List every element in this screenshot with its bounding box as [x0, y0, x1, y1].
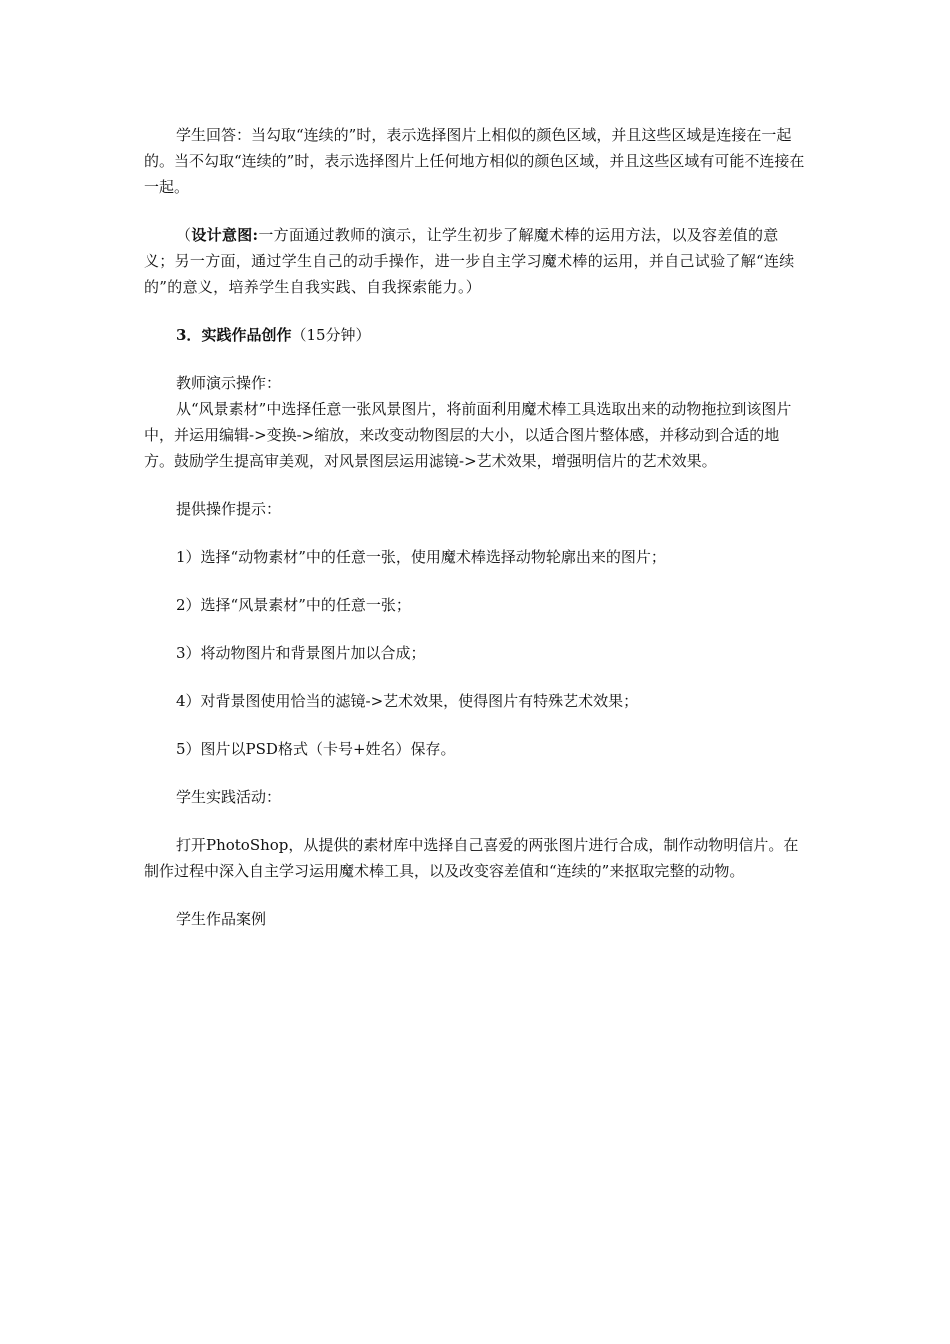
section-title: 实践作品创作 — [201, 326, 292, 344]
student-works-label: 学生作品案例 — [176, 910, 267, 928]
tip-step-3: 3）将动物图片和背景图片加以合成； — [176, 644, 426, 662]
design-intent-paragraph — [144, 222, 808, 300]
teacher-demo-label: 教师演示操作： — [176, 374, 282, 392]
section-number: 3． — [176, 326, 202, 344]
page-content — [144, 122, 808, 932]
tip-step-4: 4）对背景图使用恰当的滤镜->艺术效果，使得图片有特殊艺术效果； — [176, 692, 639, 710]
tip-step-2: 2）选择“风景素材”中的任意一张； — [176, 596, 411, 614]
student-activity-label: 学生实践活动： — [176, 788, 282, 806]
student-activity-paragraph: 打开PhotoShop，从提供的素材库中选择自己喜爱的两张图片进行合成，制作动物明信片。在制作过程中深入自主学习运用魔术棒工具，以及改变容差值和“连续的”来抠取完整的动物。 — [144, 836, 799, 880]
section-time: （15分钟） — [291, 326, 371, 344]
tip-step-1: 1）选择“动物素材”中的任意一张，使用魔术棒选择动物轮廓出来的图片； — [176, 548, 666, 566]
design-intent-text: 一方面通过教师的演示，让学生初步了解魔术棒的运用方法，以及容差值的意义；另一方面，通过学生自己的动手操作，进一步自主学习魔术棒的运用，并自己试验了解“连续的”的意义，培养学生自我实践、自我探索能力。） — [144, 226, 795, 296]
design-intent-open-paren: （ — [176, 226, 192, 244]
design-intent-label: 设计意图: — [191, 226, 259, 244]
tip-step-5: 5）图片以PSD格式（卡号+姓名）保存。 — [176, 740, 456, 758]
tips-label: 提供操作提示： — [176, 500, 282, 518]
teacher-demo-paragraph: 从“风景素材”中选择任意一张风景图片，将前面利用魔术棒工具选取出来的动物拖拉到该图片中，并运用编辑->变换->缩放，来改变动物图层的大小，以适合图片整体感，并移动到合适的地方。鼓励学生提高审美观，对风景图层运用滤镜->艺术效果，增强明信片的艺术效果。 — [144, 400, 792, 470]
student-answer-paragraph: 学生回答：当勾取“连续的”时，表示选择图片上相似的颜色区域，并且这些区域是连接在一起的。当不勾取“连续的”时，表示选择图片上任何地方相似的颜色区域，并且这些区域有可能不连接在一起。 — [144, 126, 805, 196]
section-heading — [144, 322, 808, 348]
